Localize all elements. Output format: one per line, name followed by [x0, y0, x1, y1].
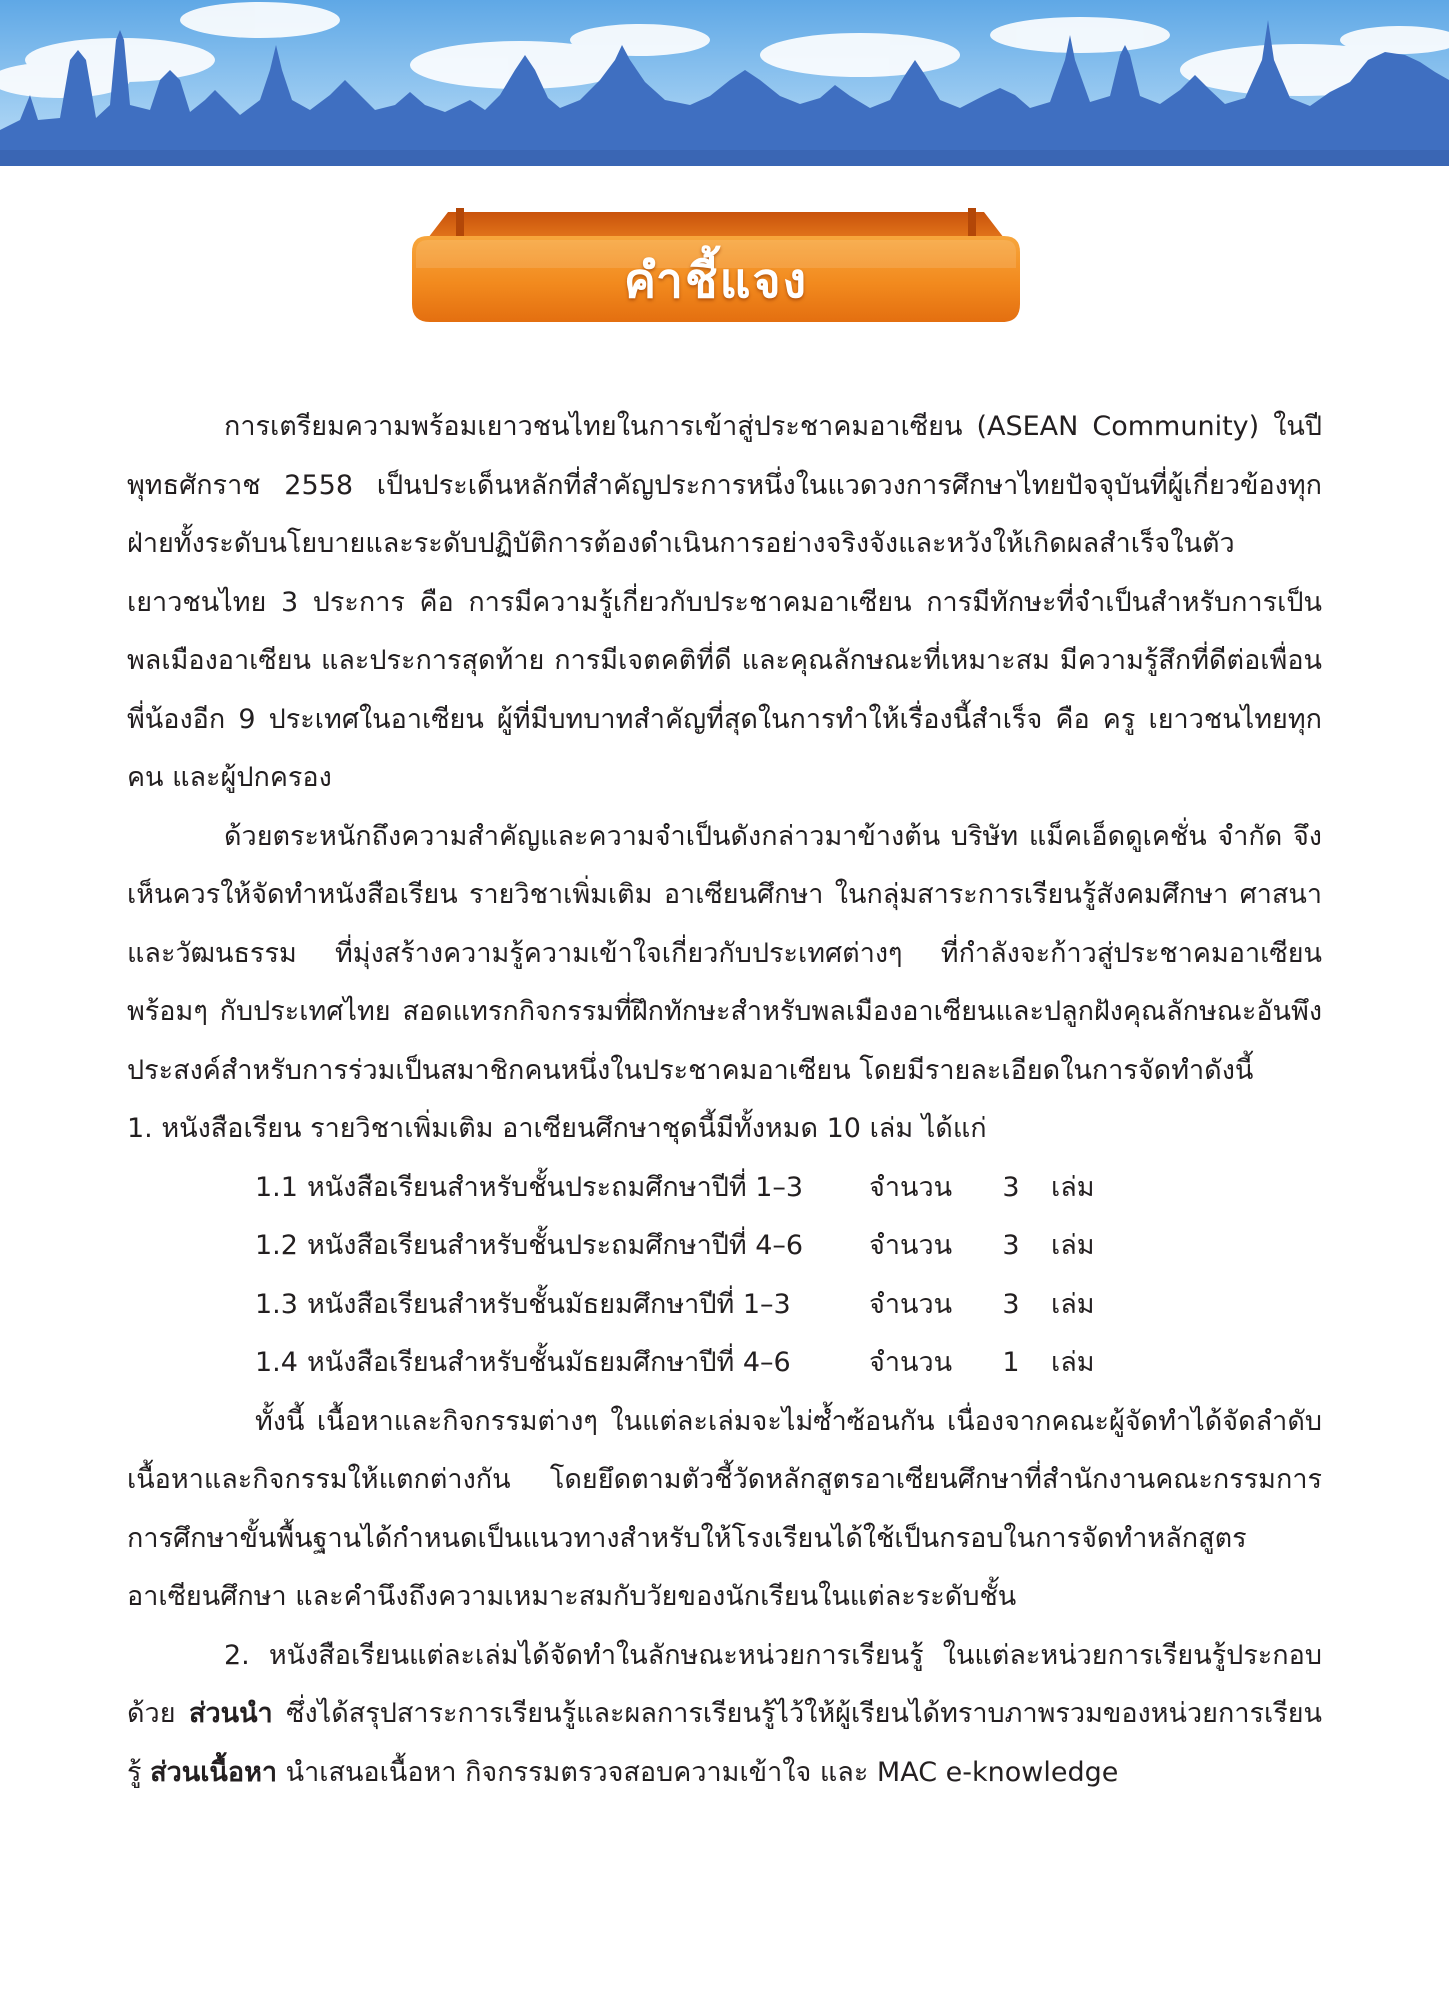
item-1-note: ทั้งนี้ เนื้อหาและกิจกรรมต่างๆ ในแต่ละเล่มจะไม่ซ้ำซ้อนกัน เนื่องจากคณะผู้จัดทำได้จัดลำดับเนื้อหาและกิจกรรมให้แตกต่างกัน โดยยึดตามตัวชี้วัดหลักสูตรอาเซียนศึกษาที่สำนักงานคณะกรรมการการศึกษาขั้นพื้นฐานได้กำหนดเป็นแนวทางสำหรับให้โรงเรียนได้ใช้เป็นกรอบในการจัดทำหลักสูตรอาเซียนศึกษา และคำนึงถึงความเหมาะสมกับวัยของนักเรียนในแต่ละระดับชั้น	[127, 1405, 1322, 1612]
page-title: คำชี้แจง	[623, 253, 809, 309]
book-name: หนังสือเรียนสำหรับชั้นประถมศึกษาปีที่ 4–6	[307, 1230, 804, 1261]
book-name: หนังสือเรียนสำหรับชั้นประถมศึกษาปีที่ 1–3	[307, 1171, 804, 1203]
book-row	[255, 1334, 1095, 1393]
asean-skyline-illustration	[0, 0, 1449, 166]
item-2-bold-intro: ส่วนนำ	[188, 1698, 273, 1729]
book-name: หนังสือเรียนสำหรับชั้นมัธยมศึกษาปีที่ 4–6	[307, 1347, 791, 1378]
book-unit-label: จำนวน	[869, 1347, 953, 1378]
book-number: 1.2	[255, 1230, 298, 1261]
item-2-bold-content: ส่วนเนื้อหา	[150, 1756, 278, 1788]
book-volume-label: เล่ม	[1051, 1288, 1095, 1320]
book-volume-label: เล่ม	[1051, 1171, 1095, 1203]
book-number: 1.4	[255, 1347, 298, 1378]
book-quantity: 3	[1002, 1288, 1020, 1320]
book-number: 1.3	[255, 1288, 298, 1320]
book-row	[255, 1159, 1095, 1218]
book-unit-label: จำนวน	[869, 1288, 953, 1320]
item-2-text-2: ซึ่งได้สรุปสาระการเรียนรู้และผลการเรียนรู้ไว้ให้ผู้เรียนได้ทราบภาพรวมของหน่วยการเรียนรู้	[127, 1698, 1322, 1788]
book-row	[255, 1276, 1095, 1335]
item-2-text-3: นำเสนอเนื้อหา กิจกรรมตรวจสอบความเข้าใจ และ MAC e-knowledge	[277, 1756, 1119, 1788]
intro-paragraph-2: ด้วยตระหนักถึงความสำคัญและความจำเป็นดังกล่าวมาข้างต้น บริษัท แม็คเอ็ดดูเคชั่น จำกัด จึงเห็นควรให้จัดทำหนังสือเรียน รายวิชาเพิ่มเติม อาเซียนศึกษา ในกลุ่มสาระการเรียนรู้สังคมศึกษา ศาสนาและวัฒนธรรม ที่มุ่งสร้างความรู้ความเข้าใจเกี่ยวกับประเทศต่างๆ ที่กำลังจะก้าวสู่ประชาคมอาเซียนพร้อมๆ กับประเทศไทย สอดแทรกกิจกรรมที่ฝึกทักษะสำหรับพลเมืองอาเซียนและปลูกฝังคุณลักษณะอันพึงประสงค์สำหรับการร่วมเป็นสมาชิกคนหนึ่งในประชาคมอาเซียน โดยมีรายละเอียดในการจัดทำดังนี้	[127, 820, 1322, 1086]
item-2-text-1: 2. หนังสือเรียนแต่ละเล่มได้จัดทำในลักษณะหน่วยการเรียนรู้ ในแต่ละหน่วยการเรียนรู้ประกอบด้วย	[127, 1639, 1322, 1729]
book-quantity: 3	[1002, 1230, 1020, 1261]
title-banner	[408, 208, 1024, 326]
book-unit-label: จำนวน	[869, 1230, 953, 1261]
item-1-heading: 1. หนังสือเรียน รายวิชาเพิ่มเติม อาเซียนศึกษาชุดนี้มีทั้งหมด 10 เล่ม ได้แก่	[127, 1113, 987, 1144]
intro-paragraph-1: การเตรียมความพร้อมเยาวชนไทยในการเข้าสู่ประชาคมอาเซียน (ASEAN Community) ในปีพุทธศักราช 2558 เป็นประเด็นหลักที่สำคัญประการหนึ่งในแวดวงการศึกษาไทยปัจจุบันที่ผู้เกี่ยวข้องทุกฝ่ายทั้งระดับนโยบายและระดับปฏิบัติการต้องดำเนินการอย่างจริงจังและหวังให้เกิดผลสำเร็จในตัวเยาวชนไทย 3 ประการ คือ การมีความรู้เกี่ยวกับประชาคมอาเซียน การมีทักษะที่จำเป็นสำหรับการเป็นพลเมืองอาเซียน และประการสุดท้าย การมีเจตคติที่ดี และคุณลักษณะที่เหมาะสม มีความรู้สึกที่ดีต่อเพื่อนพี่น้องอีก 9 ประเทศในอาเซียน ผู้ที่มีบทบาทสำคัญที่สุดในการทำให้เรื่องนี้สำเร็จ คือ ครู เยาวชนไทยทุกคน และผู้ปกครอง	[127, 411, 1322, 793]
book-list	[255, 1159, 1095, 1393]
header-banner	[0, 0, 1449, 166]
document-body	[127, 398, 1322, 1802]
book-row	[255, 1217, 1095, 1276]
book-quantity: 1	[1002, 1347, 1020, 1378]
book-volume-label: เล่ม	[1051, 1230, 1095, 1261]
item-2-paragraph	[127, 1627, 1322, 1803]
book-quantity: 3	[1002, 1171, 1020, 1203]
book-name: หนังสือเรียนสำหรับชั้นมัธยมศึกษาปีที่ 1–3	[307, 1288, 791, 1320]
book-number: 1.1	[255, 1171, 298, 1203]
book-volume-label: เล่ม	[1051, 1347, 1095, 1378]
book-unit-label: จำนวน	[869, 1171, 953, 1203]
